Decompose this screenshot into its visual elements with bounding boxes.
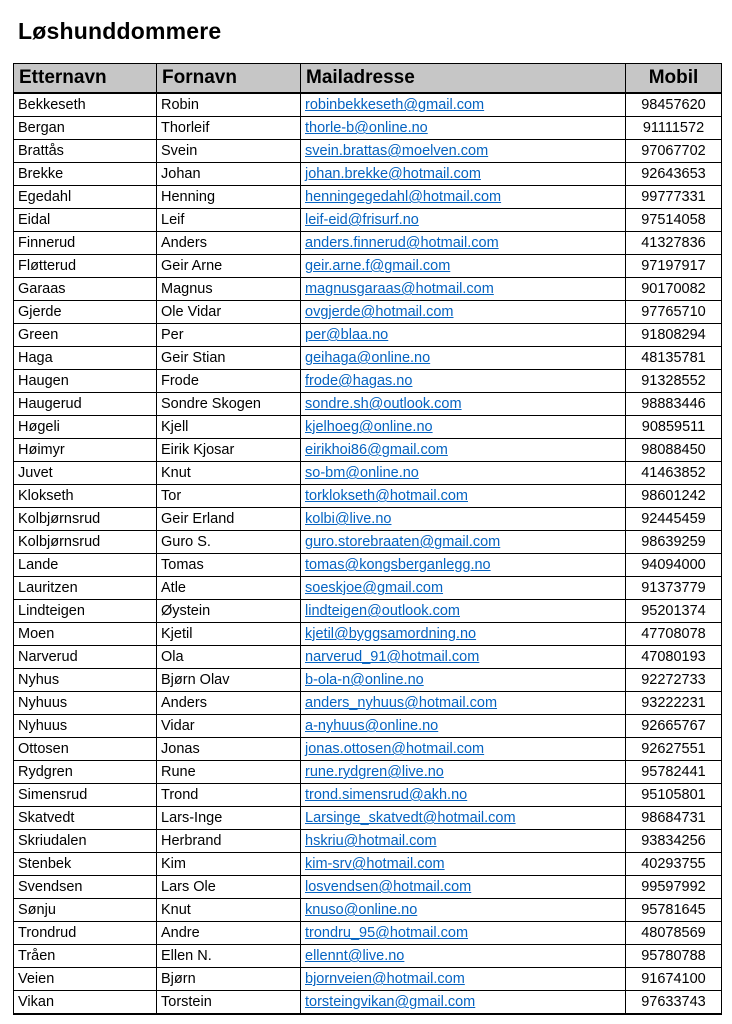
table-row <box>14 600 722 623</box>
mobile-cell: 97067702 <box>626 140 722 163</box>
table-row <box>14 93 722 117</box>
lastname-cell: Trondrud <box>14 922 157 945</box>
table-body <box>14 93 722 1014</box>
firstname-cell: Geir Arne <box>157 255 301 278</box>
mobile-cell: 92445459 <box>626 508 722 531</box>
table-row <box>14 508 722 531</box>
mobile-cell: 48135781 <box>626 347 722 370</box>
email-link[interactable]: frode@hagas.no <box>301 370 626 393</box>
firstname-cell: Vidar <box>157 715 301 738</box>
table-row <box>14 853 722 876</box>
mobile-cell: 91808294 <box>626 324 722 347</box>
mobile-cell: 90170082 <box>626 278 722 301</box>
email-link[interactable]: knuso@online.no <box>301 899 626 922</box>
header-email: Mailadresse <box>301 64 626 94</box>
mobile-cell: 92272733 <box>626 669 722 692</box>
mobile-cell: 90859511 <box>626 416 722 439</box>
lastname-cell: Egedahl <box>14 186 157 209</box>
mobile-cell: 92665767 <box>626 715 722 738</box>
lastname-cell: Brekke <box>14 163 157 186</box>
lastname-cell: Simensrud <box>14 784 157 807</box>
firstname-cell: Rune <box>157 761 301 784</box>
firstname-cell: Bjørn <box>157 968 301 991</box>
mobile-cell: 99597992 <box>626 876 722 899</box>
email-link[interactable]: geihaga@online.no <box>301 347 626 370</box>
table-row <box>14 416 722 439</box>
header-firstname: Fornavn <box>157 64 301 94</box>
table-header-row <box>14 64 722 94</box>
email-link[interactable]: bjornveien@hotmail.com <box>301 968 626 991</box>
firstname-cell: Anders <box>157 232 301 255</box>
table-row <box>14 531 722 554</box>
table-row <box>14 577 722 600</box>
email-link[interactable]: ovgjerde@hotmail.com <box>301 301 626 324</box>
lastname-cell: Svendsen <box>14 876 157 899</box>
table-row <box>14 255 722 278</box>
email-link[interactable]: magnusgaraas@hotmail.com <box>301 278 626 301</box>
lastname-cell: Bekkeseth <box>14 93 157 117</box>
firstname-cell: Frode <box>157 370 301 393</box>
firstname-cell: Knut <box>157 462 301 485</box>
lastname-cell: Haugen <box>14 370 157 393</box>
email-link[interactable]: geir.arne.f@gmail.com <box>301 255 626 278</box>
email-link[interactable]: so-bm@online.no <box>301 462 626 485</box>
mobile-cell: 93834256 <box>626 830 722 853</box>
firstname-cell: Lars-Inge <box>157 807 301 830</box>
mobile-cell: 91328552 <box>626 370 722 393</box>
mobile-cell: 99777331 <box>626 186 722 209</box>
mobile-cell: 97765710 <box>626 301 722 324</box>
page-title: Løshunddommere <box>18 18 222 44</box>
mobile-cell: 41327836 <box>626 232 722 255</box>
lastname-cell: Moen <box>14 623 157 646</box>
table-row <box>14 370 722 393</box>
lastname-cell: Juvet <box>14 462 157 485</box>
email-link[interactable]: eirikhoi86@gmail.com <box>301 439 626 462</box>
table-row <box>14 347 722 370</box>
mobile-cell: 41463852 <box>626 462 722 485</box>
lastname-cell: Nyhuus <box>14 715 157 738</box>
email-link[interactable]: svein.brattas@moelven.com <box>301 140 626 163</box>
firstname-cell: Eirik Kjosar <box>157 439 301 462</box>
firstname-cell: Torstein <box>157 991 301 1015</box>
lastname-cell: Gjerde <box>14 301 157 324</box>
table-row <box>14 715 722 738</box>
mobile-cell: 98601242 <box>626 485 722 508</box>
table-row <box>14 186 722 209</box>
email-link[interactable]: anders.finnerud@hotmail.com <box>301 232 626 255</box>
lastname-cell: Haugerud <box>14 393 157 416</box>
header-mobile: Mobil <box>626 64 722 94</box>
lastname-cell: Finnerud <box>14 232 157 255</box>
firstname-cell: Ole Vidar <box>157 301 301 324</box>
table-row <box>14 830 722 853</box>
email-link[interactable]: a-nyhuus@online.no <box>301 715 626 738</box>
firstname-cell: Sondre Skogen <box>157 393 301 416</box>
firstname-cell: Guro S. <box>157 531 301 554</box>
lastname-cell: Kolbjørnsrud <box>14 531 157 554</box>
table-row <box>14 301 722 324</box>
lastname-cell: Bergan <box>14 117 157 140</box>
mobile-cell: 98639259 <box>626 531 722 554</box>
table-row <box>14 738 722 761</box>
lastname-cell: Haga <box>14 347 157 370</box>
lastname-cell: Lande <box>14 554 157 577</box>
table-row <box>14 899 722 922</box>
firstname-cell: Atle <box>157 577 301 600</box>
lastname-cell: Høgeli <box>14 416 157 439</box>
firstname-cell: Herbrand <box>157 830 301 853</box>
firstname-cell: Trond <box>157 784 301 807</box>
firstname-cell: Kim <box>157 853 301 876</box>
mobile-cell: 95201374 <box>626 600 722 623</box>
lastname-cell: Nyhuus <box>14 692 157 715</box>
email-link[interactable]: johan.brekke@hotmail.com <box>301 163 626 186</box>
firstname-cell: Magnus <box>157 278 301 301</box>
firstname-cell: Anders <box>157 692 301 715</box>
firstname-cell: Ellen N. <box>157 945 301 968</box>
table-row <box>14 807 722 830</box>
email-link[interactable]: kolbi@live.no <box>301 508 626 531</box>
mobile-cell: 95781645 <box>626 899 722 922</box>
email-link[interactable]: narverud_91@hotmail.com <box>301 646 626 669</box>
firstname-cell: Bjørn Olav <box>157 669 301 692</box>
table-row <box>14 462 722 485</box>
mobile-cell: 95105801 <box>626 784 722 807</box>
mobile-cell: 91111572 <box>626 117 722 140</box>
email-link[interactable]: ellennt@live.no <box>301 945 626 968</box>
table-row <box>14 784 722 807</box>
mobile-cell: 98457620 <box>626 93 722 117</box>
judges-table <box>13 63 722 1015</box>
firstname-cell: Øystein <box>157 600 301 623</box>
lastname-cell: Stenbek <box>14 853 157 876</box>
table-row <box>14 669 722 692</box>
table-row <box>14 485 722 508</box>
table-row <box>14 393 722 416</box>
lastname-cell: Eidal <box>14 209 157 232</box>
email-link[interactable]: per@blaa.no <box>301 324 626 347</box>
mobile-cell: 91674100 <box>626 968 722 991</box>
firstname-cell: Kjetil <box>157 623 301 646</box>
lastname-cell: Lindteigen <box>14 600 157 623</box>
lastname-cell: Veien <box>14 968 157 991</box>
lastname-cell: Kolbjørnsrud <box>14 508 157 531</box>
firstname-cell: Robin <box>157 93 301 117</box>
lastname-cell: Vikan <box>14 991 157 1015</box>
lastname-cell: Brattås <box>14 140 157 163</box>
firstname-cell: Svein <box>157 140 301 163</box>
firstname-cell: Per <box>157 324 301 347</box>
firstname-cell: Jonas <box>157 738 301 761</box>
lastname-cell: Garaas <box>14 278 157 301</box>
mobile-cell: 97197917 <box>626 255 722 278</box>
lastname-cell: Lauritzen <box>14 577 157 600</box>
mobile-cell: 95780788 <box>626 945 722 968</box>
email-link[interactable]: thorle-b@online.no <box>301 117 626 140</box>
email-link[interactable]: losvendsen@hotmail.com <box>301 876 626 899</box>
table-row <box>14 623 722 646</box>
table-row <box>14 439 722 462</box>
email-link[interactable]: tomas@kongsberganlegg.no <box>301 554 626 577</box>
email-link[interactable]: b-ola-n@online.no <box>301 669 626 692</box>
table-row <box>14 761 722 784</box>
email-link[interactable]: kjetil@byggsamordning.no <box>301 623 626 646</box>
table-row <box>14 140 722 163</box>
table-row <box>14 278 722 301</box>
email-link[interactable]: torsteingvikan@gmail.com <box>301 991 626 1015</box>
mobile-cell: 47080193 <box>626 646 722 669</box>
lastname-cell: Skatvedt <box>14 807 157 830</box>
table-row <box>14 945 722 968</box>
email-link[interactable]: lindteigen@outlook.com <box>301 600 626 623</box>
table-row <box>14 554 722 577</box>
mobile-cell: 92643653 <box>626 163 722 186</box>
mobile-cell: 98088450 <box>626 439 722 462</box>
email-link[interactable]: hskriu@hotmail.com <box>301 830 626 853</box>
mobile-cell: 48078569 <box>626 922 722 945</box>
lastname-cell: Rydgren <box>14 761 157 784</box>
email-link[interactable]: henningegedahl@hotmail.com <box>301 186 626 209</box>
firstname-cell: Geir Stian <box>157 347 301 370</box>
firstname-cell: Thorleif <box>157 117 301 140</box>
table-row <box>14 991 722 1015</box>
email-link[interactable]: trondru_95@hotmail.com <box>301 922 626 945</box>
firstname-cell: Geir Erland <box>157 508 301 531</box>
firstname-cell: Ola <box>157 646 301 669</box>
firstname-cell: Johan <box>157 163 301 186</box>
lastname-cell: Narverud <box>14 646 157 669</box>
email-link[interactable]: jonas.ottosen@hotmail.com <box>301 738 626 761</box>
firstname-cell: Lars Ole <box>157 876 301 899</box>
header-lastname: Etternavn <box>14 64 157 94</box>
mobile-cell: 94094000 <box>626 554 722 577</box>
mobile-cell: 97633743 <box>626 991 722 1015</box>
lastname-cell: Nyhus <box>14 669 157 692</box>
lastname-cell: Ottosen <box>14 738 157 761</box>
mobile-cell: 95782441 <box>626 761 722 784</box>
email-link[interactable]: soeskjoe@gmail.com <box>301 577 626 600</box>
mobile-cell: 91373779 <box>626 577 722 600</box>
firstname-cell: Tomas <box>157 554 301 577</box>
firstname-cell: Knut <box>157 899 301 922</box>
email-link[interactable]: anders_nyhuus@hotmail.com <box>301 692 626 715</box>
table-row <box>14 968 722 991</box>
email-link[interactable]: guro.storebraaten@gmail.com <box>301 531 626 554</box>
email-link[interactable]: rune.rydgren@live.no <box>301 761 626 784</box>
lastname-cell: Sønju <box>14 899 157 922</box>
mobile-cell: 97514058 <box>626 209 722 232</box>
firstname-cell: Leif <box>157 209 301 232</box>
mobile-cell: 93222231 <box>626 692 722 715</box>
email-link[interactable]: trond.simensrud@akh.no <box>301 784 626 807</box>
table-row <box>14 232 722 255</box>
mobile-cell: 98883446 <box>626 393 722 416</box>
table-row <box>14 922 722 945</box>
mobile-cell: 47708078 <box>626 623 722 646</box>
table-row <box>14 692 722 715</box>
table-row <box>14 209 722 232</box>
lastname-cell: Klokseth <box>14 485 157 508</box>
firstname-cell: Kjell <box>157 416 301 439</box>
table-row <box>14 163 722 186</box>
mobile-cell: 92627551 <box>626 738 722 761</box>
email-link[interactable]: Larsinge_skatvedt@hotmail.com <box>301 807 626 830</box>
email-link[interactable]: robinbekkeseth@gmail.com <box>301 93 626 117</box>
email-link[interactable]: sondre.sh@outlook.com <box>301 393 626 416</box>
email-link[interactable]: torklokseth@hotmail.com <box>301 485 626 508</box>
table-row <box>14 876 722 899</box>
table-row <box>14 117 722 140</box>
mobile-cell: 40293755 <box>626 853 722 876</box>
firstname-cell: Henning <box>157 186 301 209</box>
table-row <box>14 646 722 669</box>
firstname-cell: Andre <box>157 922 301 945</box>
lastname-cell: Skriudalen <box>14 830 157 853</box>
lastname-cell: Green <box>14 324 157 347</box>
mobile-cell: 98684731 <box>626 807 722 830</box>
table-row <box>14 324 722 347</box>
firstname-cell: Tor <box>157 485 301 508</box>
email-link[interactable]: kim-srv@hotmail.com <box>301 853 626 876</box>
email-link[interactable]: leif-eid@frisurf.no <box>301 209 626 232</box>
lastname-cell: Fløtterud <box>14 255 157 278</box>
email-link[interactable]: kjelhoeg@online.no <box>301 416 626 439</box>
lastname-cell: Tråen <box>14 945 157 968</box>
lastname-cell: Høimyr <box>14 439 157 462</box>
